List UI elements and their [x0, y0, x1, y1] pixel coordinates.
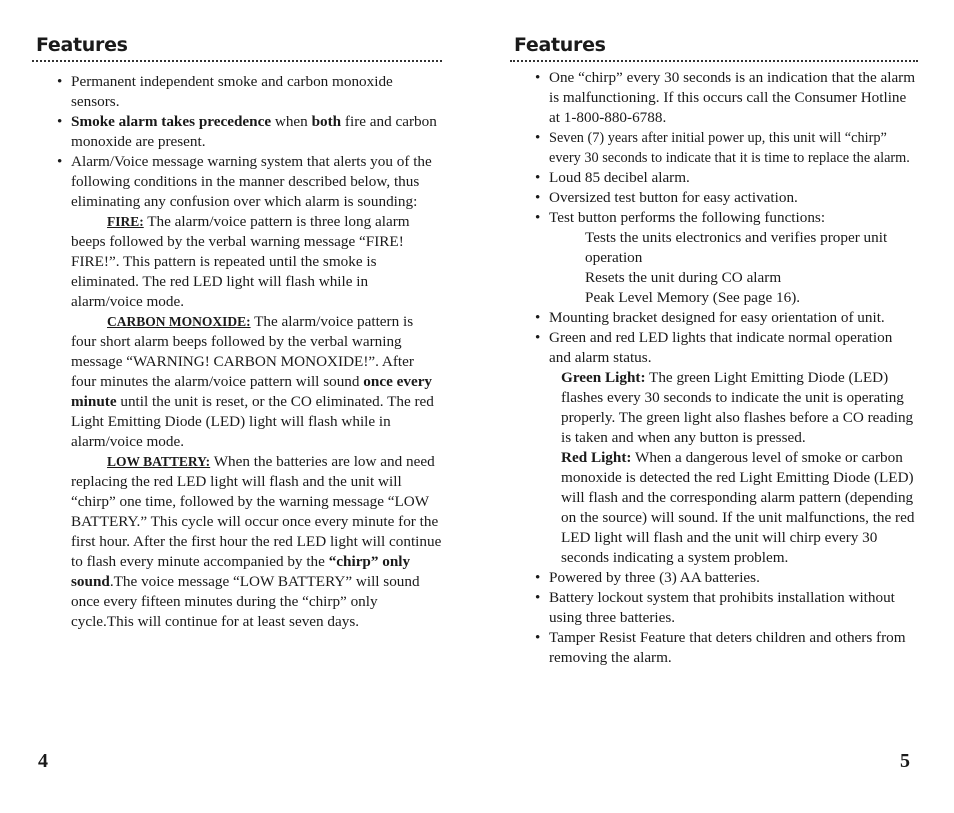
list-item [534, 188, 918, 208]
red-light-paragraph [549, 448, 918, 568]
item-text: Mounting bracket designed for easy orientation of unit. [549, 309, 885, 326]
function-item: Tests the units electronics and verifies proper unit operation [585, 229, 888, 266]
emphasis-text: once every minute [71, 373, 433, 410]
list-item [534, 568, 918, 588]
item-text: Loud 85 decibel alarm. [549, 169, 690, 186]
page-body [56, 72, 442, 632]
item-text: Oversized test button for easy activation. [549, 189, 798, 206]
fire-text: The alarm/voice pattern is three long alarm beeps followed by the verbal warning message “FIRE! FIRE!”. This pattern is repeated until the smoke is eliminated. The red LED light will flash while in alarm/voice mode. [71, 213, 410, 310]
list-item [534, 308, 918, 328]
item-text: Powered by three (3) AA batteries. [549, 569, 760, 586]
low-battery-paragraph [56, 452, 442, 632]
left-page [32, 0, 442, 813]
page-heading: Features [514, 34, 606, 56]
item-text: Tamper Resist Feature that deters children and others from removing the alarm. [549, 629, 906, 666]
page-number: 5 [900, 750, 910, 772]
item-text: Permanent independent smoke and carbon monoxide sensors. [71, 73, 393, 110]
list-item [56, 152, 442, 212]
list-item [534, 128, 918, 168]
green-light-paragraph [549, 368, 918, 448]
emphasis-text: both [311, 113, 342, 130]
red-light-label: Red Light: [561, 449, 632, 466]
item-text: Battery lockout system that prohibits installation without using three batteries. [549, 589, 895, 626]
fire-label: FIRE: [107, 214, 144, 229]
list-item [56, 72, 442, 112]
item-text: fire and carbon monoxide are present. [71, 113, 437, 150]
green-light-label: Green Light: [561, 369, 646, 386]
low-battery-text: .The voice message “LOW BATTERY” will sound once every fifteen minutes during the “chirp” only cycle.This will continue for at least seven days. [71, 573, 420, 630]
item-text: Green and red LED lights that indicate normal operation and alarm status. [549, 329, 893, 366]
emphasis-text: “chirp” only sound [71, 553, 411, 590]
low-battery-text: When the batteries are low and need replacing the red LED light will flash and the unit will “chirp” one time, followed by the warning message “LOW BATTERY.” This cycle will occur once every minute for the first hour. After the first hour the red LED light will continue to flash every minute accompanied by the [71, 453, 442, 570]
list-item [534, 628, 918, 668]
emphasis-text: Smoke alarm takes precedence [71, 113, 272, 130]
feature-list [56, 72, 442, 212]
dotted-divider [32, 60, 442, 62]
right-page [510, 0, 918, 813]
list-item [56, 112, 442, 152]
item-text: Test button performs the following functions: [549, 209, 826, 226]
fire-paragraph [56, 212, 442, 312]
carbon-monoxide-paragraph [56, 312, 442, 452]
carbon-monoxide-label: CARBON MONOXIDE: [107, 314, 251, 329]
item-text: Seven (7) years after initial power up, this unit will “chirp” every 30 seconds to indicate that it is time to replace the alarm. [549, 130, 910, 166]
list-item [534, 208, 918, 308]
page-number: 4 [38, 750, 48, 772]
function-item: Peak Level Memory (See page 16). [585, 289, 801, 306]
co-text: until the unit is reset, or the CO eliminated. The red Light Emitting Diode (LED) light will flash while in alarm/voice mode. [71, 393, 434, 450]
page-body [534, 68, 918, 668]
list-item [534, 588, 918, 628]
list-item [534, 328, 918, 568]
function-item: Resets the unit during CO alarm [585, 269, 782, 286]
green-light-text: The green Light Emitting Diode (LED) flashes every 30 seconds to indicate the unit is operating properly. The green light also flashes before a CO reading is taken and when any button is pressed. [561, 369, 914, 446]
item-text: when [271, 113, 312, 130]
low-battery-label: LOW BATTERY: [107, 454, 211, 469]
list-item [534, 68, 918, 128]
item-text: Alarm/Voice message warning system that alerts you of the following conditions in the manner described below, thus eliminating any confusion over which alarm is sounding: [71, 153, 432, 210]
red-light-text: When a dangerous level of smoke or carbon monoxide is detected the red Light Emitting Diode (LED) will flash and the corresponding alarm pattern (depending on the source) will sound. If the unit malfunctions, the red LED light will flash and the unit will chirp every 30 seconds indicating a system problem. [561, 449, 915, 566]
item-text: One “chirp” every 30 seconds is an indication that the alarm is malfunctioning. If this occurs call the Consumer Hotline at 1-800-880-6788. [549, 69, 916, 126]
dotted-divider [510, 60, 918, 62]
page-heading: Features [36, 34, 128, 56]
list-item [534, 168, 918, 188]
feature-list [534, 68, 918, 668]
co-text: The alarm/voice pattern is four short alarm beeps followed by the verbal warning message “WARNING! CARBON MONOXIDE!”. After four minutes the alarm/voice pattern will sound [71, 313, 414, 390]
